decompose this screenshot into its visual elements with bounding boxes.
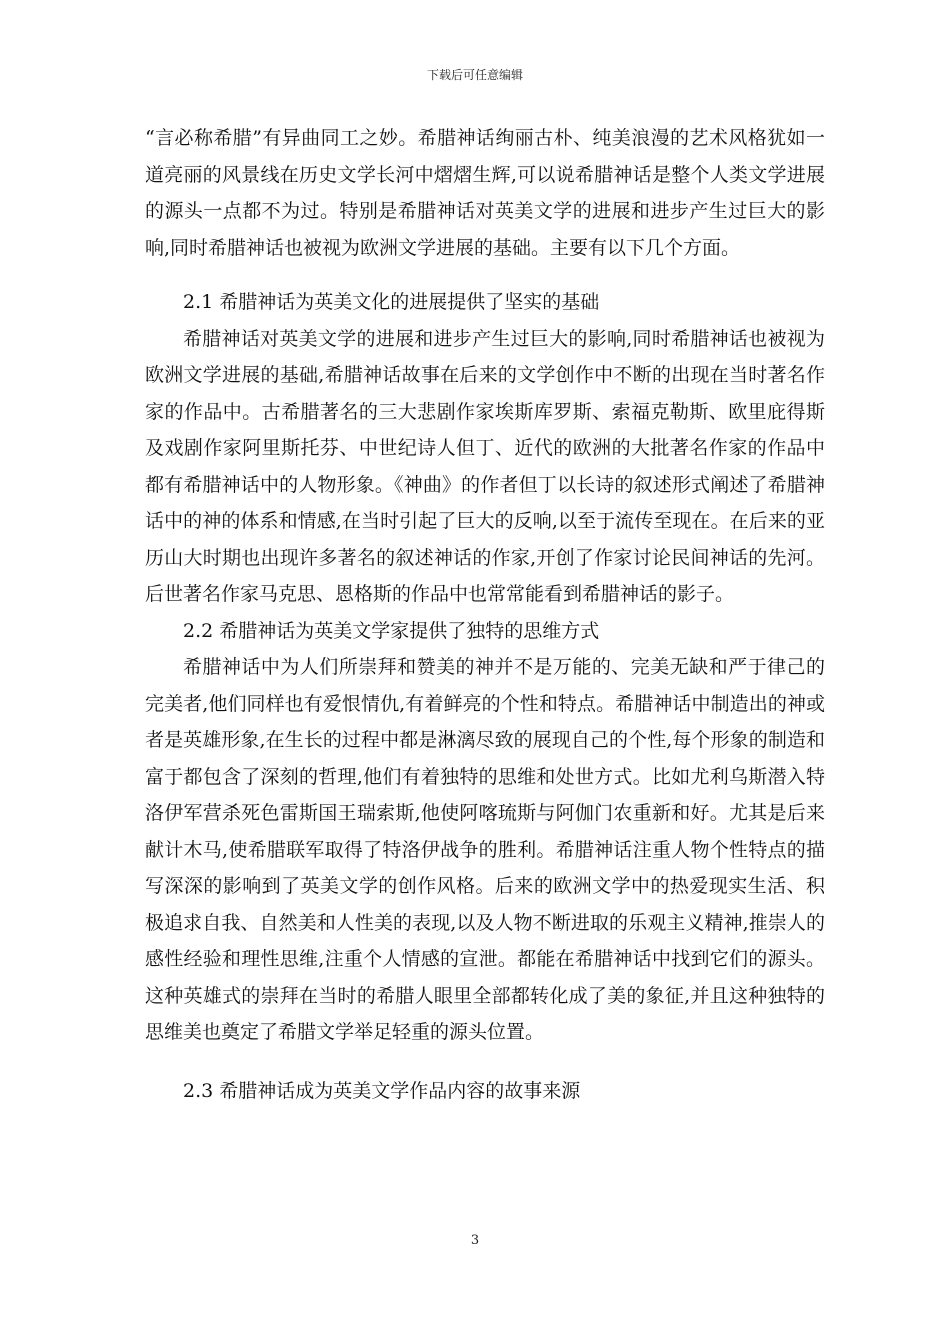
paragraph-intro: “言必称希腊”有异曲同工之妙。希腊神话绚丽古朴、纯美浪漫的艺术风格犹如一道亮丽的风景线在历史文学长河中熠熠生辉,可以说希腊神话是整个人类文学进展的源头一点都不为过。特别是希腊神话对英美文学的进展和进步产生过巨大的影响,同时希腊神话也被视为欧洲文学进展的基础。主要有以下几个方面。 (145, 127, 825, 259)
page-header: 下载后可任意编辑 (426, 68, 523, 82)
paragraph-2-2: 希腊神话中为人们所崇拜和赞美的神并不是万能的、完美无缺和严于律己的完美者,他们同样也有爱恨情仇,有着鲜亮的个性和特点。希腊神话中制造出的神或者是英雄形象,在生长的过程中都是淋漓尽致的展现自己的个性,每个形象的制造和富于都包含了深刻的哲理,他们有着独特的思维和处世方式。比如尤利乌斯潜入特洛伊军营杀死色雷斯国王瑞索斯,他使阿喀琉斯与阿伽门农重新和好。尤其是后来献计木马,使希腊联军取得了特洛伊战争的胜利。希腊神话注重人物个性特点的描写深深的影响到了英美文学的创作风格。后来的欧洲文学中的热爱现实生活、积极追求自我、自然美和人性美的表现,以及人物不断进取的乐观主义精神,推崇人的感性经验和理性思维,注重个人情感的宣泄。都能在希腊神话中找到它们的源头。这种英雄式的崇拜在当时的希腊人眼里全部都转化成了美的象征,并且这种独特的思维美也奠定了希腊文学举足轻重的源头位置。 (145, 656, 825, 1043)
section-heading-2-1: 2.1 希腊神话为英美文化的进展提供了坚实的基础 (183, 291, 600, 313)
document-body (145, 120, 825, 1109)
paragraph-2-1: 希腊神话对英美文学的进展和进步产生过巨大的影响,同时希腊神话也被视为欧洲文学进展的基础,希腊神话故事在后来的文学创作中不断的出现在当时著名作家的作品中。古希腊著名的三大悲剧作家埃斯库罗斯、索福克勒斯、欧里庇得斯及戏剧作家阿里斯托芬、中世纪诗人但丁、近代的欧洲的大批著名作家的作品中都有希腊神话中的人物形象。《神曲》的作者但丁以长诗的叙述形式阐述了希腊神话中的神的体系和情感,在当时引起了巨大的反响,以至于流传至现在。在后来的亚历山大时期也出现许多著名的叙述神话的作家,开创了作家讨论民间神话的先河。后世著名作家马克思、恩格斯的作品中也常常能看到希腊神话的影子。 (145, 327, 825, 605)
section-heading-2-3: 2.3 希腊神话成为英美文学作品内容的故事来源 (183, 1079, 581, 1102)
section-heading-2-2: 2.2 希腊神话为英美文学家提供了独特的思维方式 (183, 619, 600, 642)
page-number: 3 (470, 1233, 480, 1248)
